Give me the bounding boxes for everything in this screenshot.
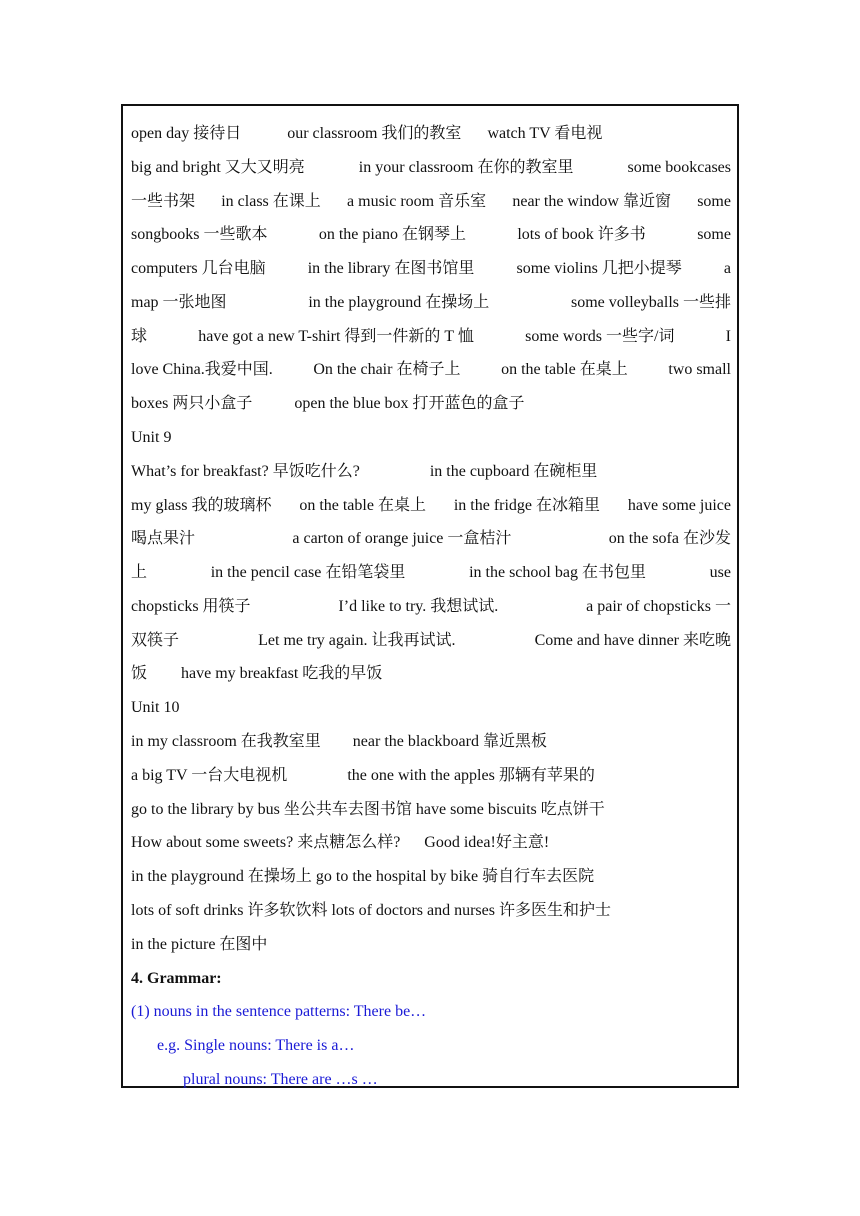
vocab-phrase: songbooks 一些歌本: [131, 226, 268, 244]
text-line: [131, 421, 731, 455]
vocab-phrase: near the blackboard 靠近黑板: [352, 733, 547, 751]
vocab-phrase: in the fridge 在冰箱里: [453, 496, 601, 514]
text-line: [131, 860, 731, 894]
vocab-phrase: Let me try again. 让我再试试.: [258, 631, 456, 649]
vocab-phrase: big and bright 又大又明亮: [131, 158, 305, 176]
vocab-phrase: 一些书架: [131, 192, 196, 210]
vocab-phrase: a pair of chopsticks 一: [586, 597, 731, 615]
vocab-phrase: I: [725, 327, 731, 345]
vocab-phrase: computers 几台电脑: [131, 260, 266, 278]
vocab-phrase: some bookcases: [627, 158, 731, 176]
vocab-phrase: in the school bag 在书包里: [469, 564, 646, 582]
text-line: [131, 185, 731, 219]
vocab-phrase: 饭: [131, 665, 148, 683]
vocab-phrase: a music room 音乐室: [347, 192, 487, 210]
vocab-phrase: Good idea!好主意!: [424, 834, 550, 852]
text-line: [131, 759, 731, 793]
vocab-phrase: open the blue box 打开蓝色的盒子: [294, 395, 525, 413]
vocab-phrase: our classroom 我们的教室: [287, 125, 462, 142]
vocab-phrase: lots of soft drinks 许多软饮料 lots of doctors and nurses 许多医生和护士: [131, 901, 611, 919]
vocab-phrase: open day 接待日: [131, 125, 242, 142]
text-line: [131, 387, 731, 421]
text-line: [131, 151, 731, 185]
text-line: [131, 1063, 731, 1097]
text-line: [131, 320, 731, 354]
vocab-phrase: in the pencil case 在铅笔袋里: [210, 564, 406, 582]
text-line: [131, 252, 731, 286]
vocab-phrase: love China.我爱中国.: [131, 361, 273, 379]
vocab-phrase: on the table 在桌上: [299, 496, 426, 514]
section-heading: [131, 962, 731, 996]
content-table-cell: [121, 104, 739, 1088]
vocab-phrase: 双筷子: [131, 631, 180, 649]
vocab-phrase: (1) nouns in the sentence patterns: There be…: [131, 1003, 427, 1021]
vocab-phrase: in the cupboard 在碗柜里: [429, 462, 598, 480]
text-line: [131, 489, 731, 523]
text-line: [131, 725, 731, 759]
vocab-phrase: in my classroom 在我教室里: [131, 733, 321, 751]
vocab-phrase: map 一张地图: [131, 293, 227, 311]
vocab-phrase: some volleyballs 一些排: [571, 293, 731, 311]
vocab-phrase: 球: [131, 327, 148, 345]
vocab-phrase: Unit 9: [131, 429, 172, 447]
vocab-phrase: some words 一些字/词: [525, 327, 675, 345]
vocab-phrase: have some juice: [627, 496, 731, 514]
text-line: [131, 793, 731, 827]
vocab-phrase: watch TV 看电视: [487, 125, 603, 142]
vocab-phrase: the one with the apples 那辆有苹果的: [347, 766, 595, 784]
vocab-phrase: e.g. Single nouns: There is a…: [157, 1037, 355, 1055]
text-line: [131, 894, 731, 928]
vocab-phrase: a big TV 一台大电视机: [131, 766, 288, 784]
vocabulary-list: [131, 114, 731, 1086]
vocab-phrase: have my breakfast 吃我的早饭: [181, 665, 383, 683]
vocab-phrase: in class 在课上: [221, 192, 321, 210]
vocab-phrase: I’d like to try. 我想试试.: [338, 597, 499, 615]
vocab-phrase: in the picture 在图中: [131, 935, 268, 953]
text-line: [131, 522, 731, 556]
text-line: [131, 826, 731, 860]
vocab-phrase: What’s for breakfast? 早饭吃什么?: [131, 462, 360, 480]
vocab-phrase: near the window 靠近窗: [512, 192, 671, 210]
text-line: [131, 624, 731, 658]
text-line: [131, 1029, 731, 1063]
text-line: [131, 590, 731, 624]
vocab-phrase: in the playground 在操场上 go to the hospital by bike 骑自行车去医院: [131, 868, 595, 886]
vocab-phrase: boxes 两只小盒子: [131, 395, 253, 413]
vocab-phrase: How about some sweets? 来点糖怎么样?: [131, 834, 401, 852]
text-line: [131, 928, 731, 962]
vocab-phrase: 上: [131, 564, 148, 582]
vocab-phrase: use: [709, 564, 731, 582]
vocab-phrase: some: [697, 226, 731, 244]
vocab-phrase: Come and have dinner 来吃晚: [534, 631, 731, 649]
vocab-phrase: on the piano 在钢琴上: [318, 226, 466, 244]
text-line: [131, 117, 731, 151]
text-line: [131, 286, 731, 320]
text-line: [131, 218, 731, 252]
vocab-phrase: chopsticks 用筷子: [131, 597, 251, 615]
text-line: [131, 995, 731, 1029]
vocab-phrase: plural nouns: There are …s …: [183, 1070, 378, 1088]
vocab-phrase: 喝点果汁: [131, 530, 196, 548]
text-line: [131, 691, 731, 725]
text-line: [131, 353, 731, 387]
vocab-phrase: a carton of orange juice 一盒桔汁: [292, 530, 512, 548]
vocab-phrase: lots of book 许多书: [517, 226, 646, 244]
vocab-phrase: a: [723, 260, 731, 278]
vocab-phrase: on the sofa 在沙发: [608, 530, 731, 548]
vocab-phrase: in the library 在图书馆里: [307, 260, 475, 278]
vocab-phrase: some: [697, 192, 731, 210]
text-line: [131, 556, 731, 590]
vocab-phrase: 4. Grammar:: [131, 969, 222, 987]
vocab-phrase: in your classroom 在你的教室里: [358, 158, 574, 176]
text-line: [131, 455, 731, 489]
vocab-phrase: on the table 在桌上: [501, 361, 628, 379]
vocab-phrase: have got a new T-shirt 得到一件新的 T 恤: [198, 327, 474, 345]
vocab-phrase: On the chair 在椅子上: [313, 361, 461, 379]
vocab-phrase: go to the library by bus 坐公共车去图书馆 have some biscuits 吃点饼干: [131, 800, 605, 818]
text-line: [131, 657, 731, 691]
vocab-phrase: Unit 10: [131, 699, 180, 717]
vocab-phrase: my glass 我的玻璃杯: [131, 496, 272, 514]
vocab-phrase: two small: [668, 361, 731, 379]
vocab-phrase: some violins 几把小提琴: [516, 260, 682, 278]
vocab-phrase: in the playground 在操场上: [308, 293, 490, 311]
